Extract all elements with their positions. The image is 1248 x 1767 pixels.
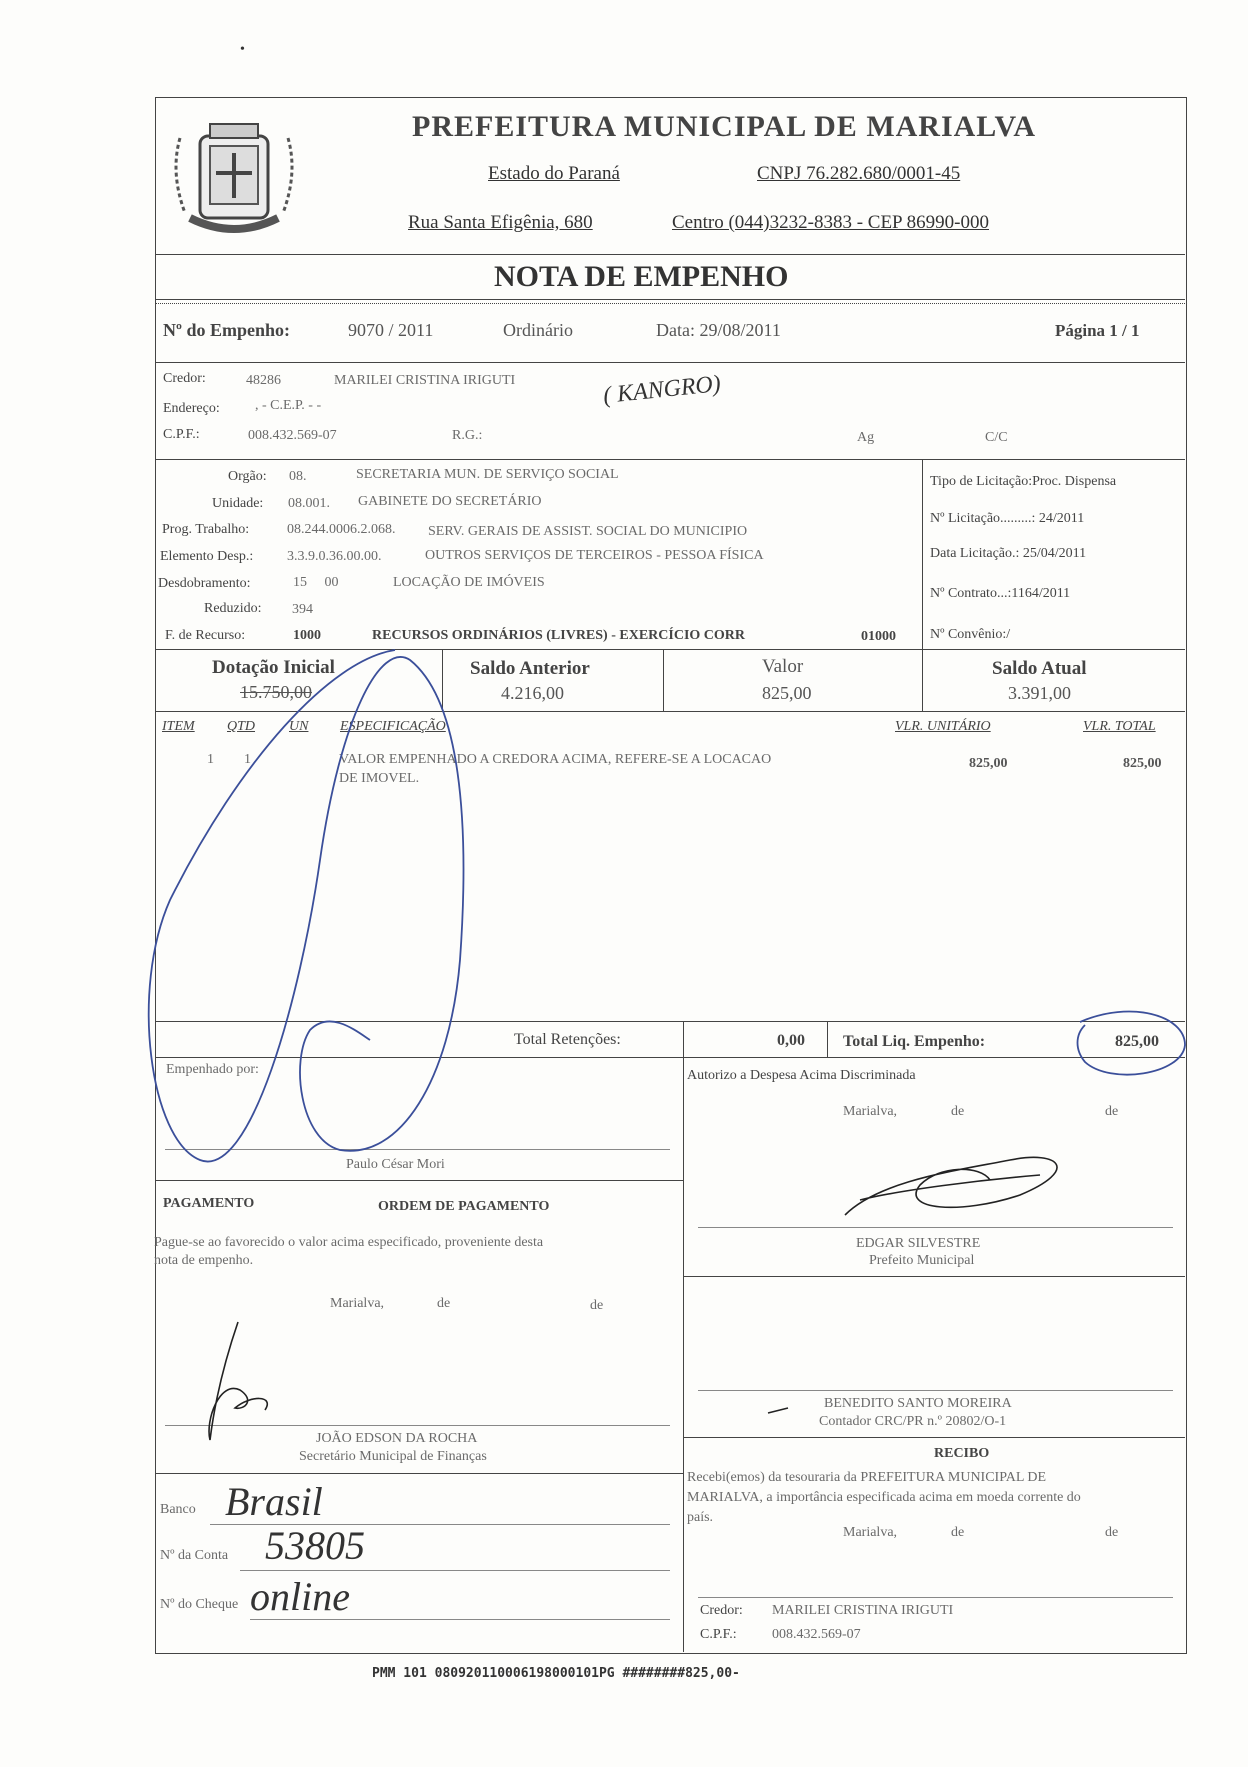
pagamento-de2: de (590, 1298, 604, 1313)
numero-contrato: Nº Contrato...:1164/2011 (930, 586, 1071, 601)
endereco-label: Endereço: (163, 401, 220, 416)
handwritten-note: ( KANGRO) (601, 370, 722, 410)
prog-name: SERV. GERAIS DE ASSIST. SOCIAL DO MUNICIPIO (428, 524, 748, 539)
municipal-coat-of-arms-icon (160, 118, 308, 236)
header-state: Estado do Paraná (488, 163, 620, 184)
ag-label: Ag (857, 430, 875, 445)
col-un-header: UN (289, 719, 309, 734)
empenho-type: Ordinário (503, 320, 573, 340)
autorizo-label: Autorizo a Despesa Acima Discriminada (687, 1068, 916, 1083)
dotacao-inicial-label: Dotação Inicial (212, 657, 335, 678)
tipo-licitacao: Tipo de Licitação:Proc. Dispensa (930, 474, 1117, 489)
recibo-credor-label: Credor: (700, 1603, 743, 1618)
unidade-label: Unidade: (212, 496, 264, 511)
unidade-code: 08.001. (288, 496, 330, 511)
empenho-number-label: Nº do Empenho: (163, 320, 290, 340)
desdobramento-label: Desdobramento: (158, 576, 251, 591)
pagamento-text-line2: nota de empenho. (154, 1253, 254, 1268)
valor-value: 825,00 (762, 683, 812, 703)
col-spec-header: ESPECIFICAÇÃO (340, 719, 446, 734)
row-total-value: 825,00 (1123, 756, 1162, 771)
numero-convenio: Nº Convênio:/ (930, 627, 1011, 642)
autorizo-de2: de (1105, 1104, 1119, 1119)
pagamento-text-line1: Pague-se ao favorecido o valor acima especificado, proveniente desta (154, 1235, 544, 1250)
saldo-atual-label: Saldo Atual (992, 658, 1087, 679)
prefeito-name: EDGAR SILVESTRE (856, 1236, 981, 1251)
header-contact: Centro (044)3232-8383 - CEP 86990-000 (672, 212, 989, 233)
prog-code: 08.244.0006.2.068. (287, 522, 396, 537)
orgao-name: SECRETARIA MUN. DE SERVIÇO SOCIAL (356, 467, 619, 482)
data-licitacao: Data Licitação.: 25/04/2011 (930, 546, 1087, 561)
cheque-label: Nº do Cheque (160, 1597, 239, 1612)
recibo-text-line2: MARIALVA, a importância especificada acima em moeda corrente do (687, 1490, 1081, 1505)
total-liquido-label: Total Liq. Empenho: (843, 1033, 986, 1050)
contador-role: Contador CRC/PR n.º 20802/O-1 (819, 1414, 1007, 1429)
pagamento-place: Marialva, (330, 1296, 385, 1311)
credor-code: 48286 (246, 373, 281, 388)
unidade-name: GABINETE DO SECRETÁRIO (358, 494, 542, 509)
saldo-anterior-label: Saldo Anterior (470, 658, 590, 679)
saldo-anterior-value: 4.216,00 (501, 683, 564, 703)
row-unit-value: 825,00 (969, 756, 1008, 771)
recurso-code: 1000 (293, 628, 321, 643)
recurso-label: F. de Recurso: (165, 628, 246, 643)
recibo-cpf-value: 008.432.569-07 (772, 1627, 861, 1642)
dotacao-inicial-value: 15.750,00 (240, 682, 312, 702)
elemento-label: Elemento Desp.: (160, 549, 254, 564)
recibo-text-line3: país. (687, 1510, 714, 1525)
empenho-number: 9070 / 2011 (348, 320, 434, 340)
empenhado-por-label: Empenhado por: (166, 1062, 259, 1077)
recibo-text-line1: Recebi(emos) da tesouraria da PREFEITURA MUNICIPAL DE (687, 1470, 1047, 1485)
conta-label: Nº da Conta (160, 1548, 229, 1563)
reduzido-label: Reduzido: (204, 601, 262, 616)
recibo-label: RECIBO (934, 1446, 990, 1461)
elemento-name: OUTROS SERVIÇOS DE TERCEIROS - PESSOA FÍSICA (425, 548, 764, 563)
col-unit-header: VLR. UNITÁRIO (895, 719, 991, 734)
recurso-extra: 01000 (861, 629, 896, 644)
desdobramento-name: LOCAÇÃO DE IMÓVEIS (393, 575, 545, 590)
desdobramento-code: 15 00 (293, 575, 339, 590)
recibo-place: Marialva, (843, 1525, 898, 1540)
total-liquido-value: 825,00 (1115, 1033, 1159, 1050)
recurso-name: RECURSOS ORDINÁRIOS (LIVRES) - EXERCÍCIO CORR (372, 628, 745, 643)
contador-name: BENEDITO SANTO MOREIRA (824, 1396, 1012, 1411)
col-qtd-header: QTD (227, 719, 256, 734)
pagamento-label: PAGAMENTO (163, 1196, 255, 1211)
conta-handwritten: 53805 (265, 1523, 365, 1568)
header-address: Rua Santa Efigênia, 680 (408, 212, 593, 233)
rg-label: R.G.: (452, 428, 483, 443)
recibo-de1: de (951, 1525, 965, 1540)
saldo-atual-value: 3.391,00 (1008, 683, 1071, 703)
cpf-label: C.P.F.: (163, 427, 200, 442)
row-qtd: 1 (244, 752, 251, 767)
row-spec-line1: VALOR EMPENHADO A CREDORA ACIMA, REFERE-SE A LOCACAO (339, 752, 772, 767)
prefeito-role: Prefeito Municipal (869, 1253, 975, 1268)
secretario-role: Secretário Municipal de Finanças (299, 1449, 487, 1464)
endereco-value: , - C.E.P. - - (255, 398, 322, 413)
pagamento-de1: de (437, 1296, 451, 1311)
cheque-handwritten: online (250, 1574, 350, 1619)
banco-label: Banco (160, 1502, 196, 1517)
row-spec-line2: DE IMOVEL. (339, 771, 420, 786)
header-cnpj: CNPJ 76.282.680/0001-45 (757, 163, 961, 184)
secretario-name: JOÃO EDSON DA ROCHA (316, 1431, 478, 1446)
total-retencoes-value: 0,00 (777, 1032, 805, 1049)
recibo-de2: de (1105, 1525, 1119, 1540)
footer-code: PMM 101 080920110006198000101PG ########825,00- (372, 1666, 740, 1681)
cpf-value: 008.432.569-07 (248, 428, 337, 443)
header-title: PREFEITURA MUNICIPAL DE MARIALVA (412, 110, 1037, 143)
autorizo-de1: de (951, 1104, 965, 1119)
reduzido-value: 394 (292, 602, 313, 617)
empenhado-por-name: Paulo César Mori (346, 1157, 445, 1172)
prog-label: Prog. Trabalho: (162, 522, 250, 537)
elemento-code: 3.3.9.0.36.00.00. (287, 549, 382, 564)
row-item: 1 (207, 752, 214, 767)
banco-handwritten: Brasil (225, 1479, 323, 1524)
ordem-pagamento-label: ORDEM DE PAGAMENTO (378, 1199, 550, 1214)
valor-label: Valor (762, 656, 804, 677)
scan-mark: • (240, 42, 245, 57)
recibo-cpf-label: C.P.F.: (700, 1627, 737, 1642)
col-total-header: VLR. TOTAL (1083, 719, 1156, 734)
numero-licitacao: Nº Licitação.........: 24/2011 (930, 511, 1085, 526)
orgao-label: Orgão: (228, 469, 267, 484)
recibo-credor-value: MARILEI CRISTINA IRIGUTI (772, 1603, 954, 1618)
orgao-code: 08. (289, 469, 307, 484)
total-retencoes-label: Total Retenções: (514, 1031, 621, 1048)
cc-label: C/C (985, 430, 1008, 445)
col-item-header: ITEM (162, 719, 195, 734)
document-title: NOTA DE EMPENHO (494, 260, 789, 293)
empenho-date: Data: 29/08/2011 (656, 320, 781, 340)
credor-label: Credor: (163, 371, 206, 386)
autorizo-place: Marialva, (843, 1104, 898, 1119)
page-indicator: Página 1 / 1 (1055, 321, 1140, 340)
credor-name: MARILEI CRISTINA IRIGUTI (334, 373, 516, 388)
